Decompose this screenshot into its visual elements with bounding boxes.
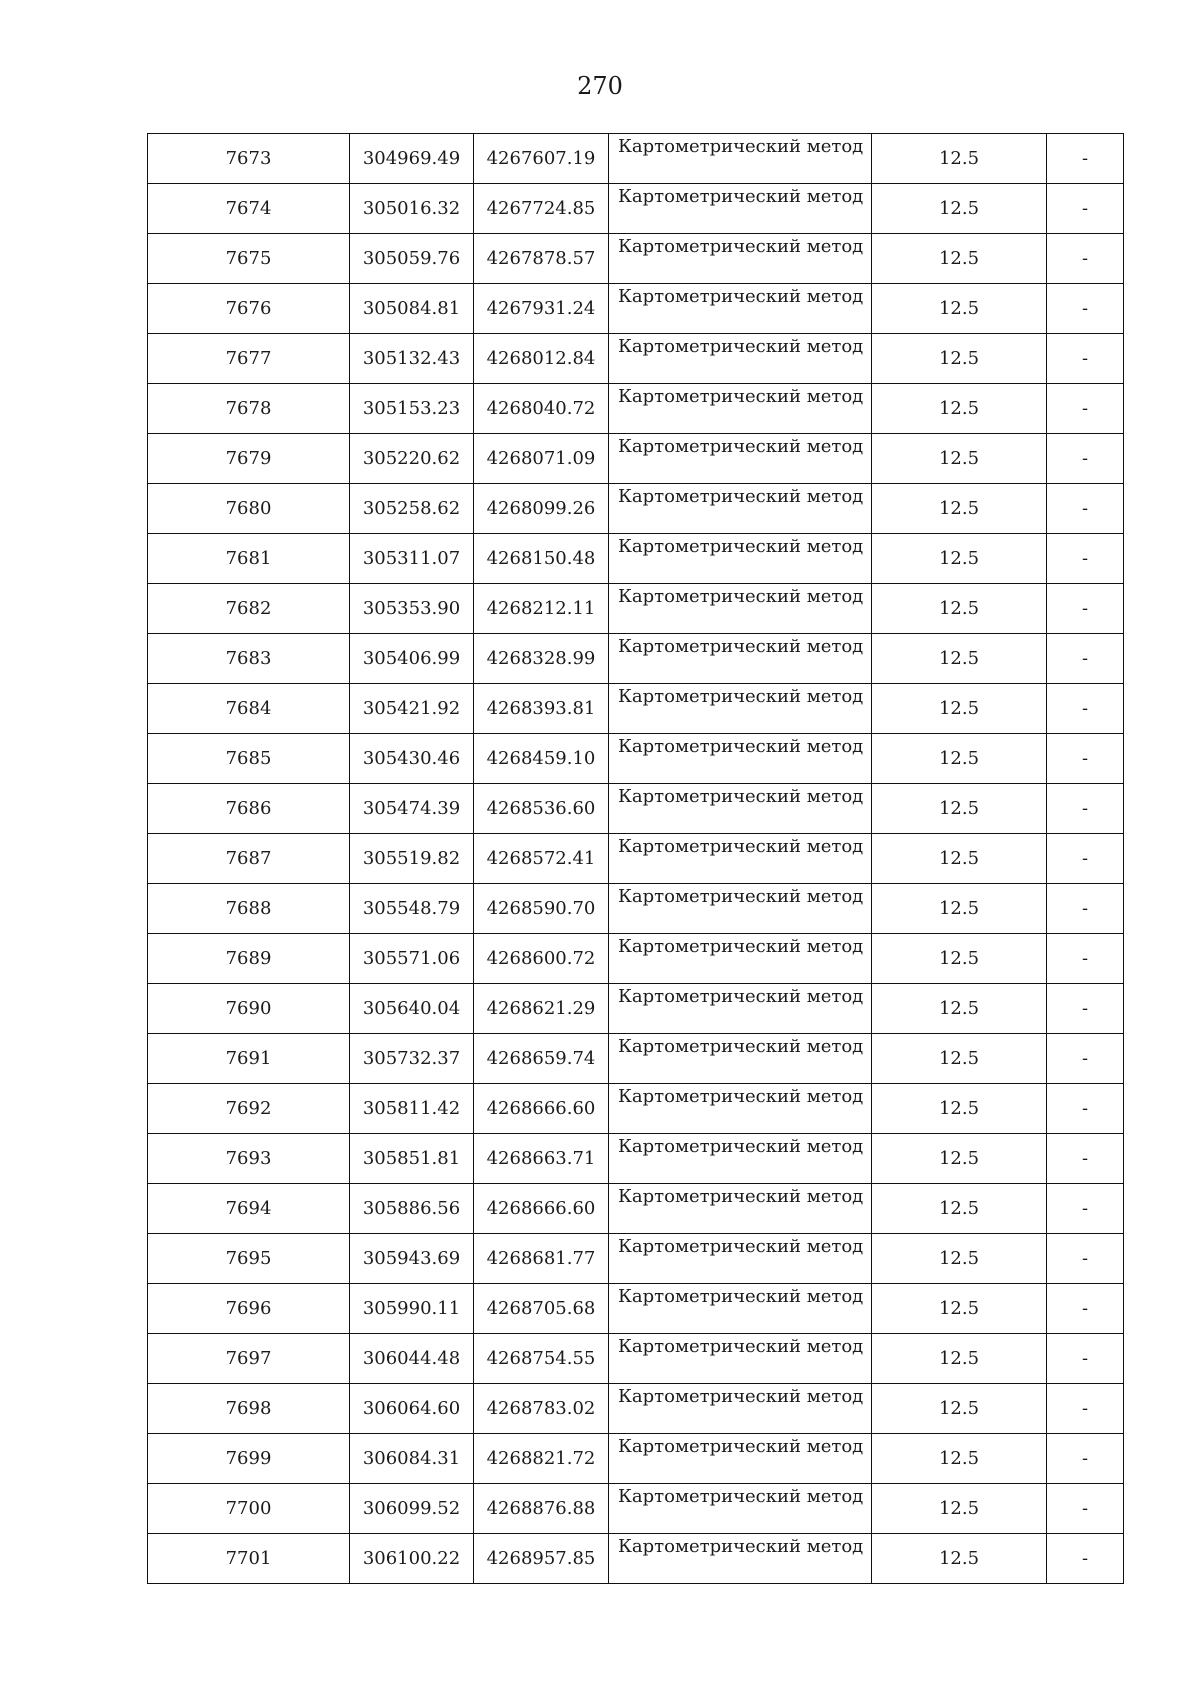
method-cell: Картометрический метод [609,1084,872,1134]
point-number-cell: 7673 [148,134,350,184]
method-cell: Картометрический метод [609,534,872,584]
table-row [148,834,1124,884]
y-coordinate-cell: 4268212.11 [474,584,609,634]
note-cell: - [1047,1034,1124,1084]
point-number-cell: 7682 [148,584,350,634]
point-number-cell: 7701 [148,1534,350,1584]
point-number-cell: 7697 [148,1334,350,1384]
table-row [148,384,1124,434]
table-row [148,1384,1124,1434]
table-row [148,1034,1124,1084]
point-number-cell: 7680 [148,484,350,534]
point-number-cell: 7675 [148,234,350,284]
note-cell: - [1047,434,1124,484]
x-coordinate-cell: 305258.62 [350,484,474,534]
note-cell: - [1047,584,1124,634]
note-cell: - [1047,1134,1124,1184]
note-cell: - [1047,1384,1124,1434]
point-number-cell: 7687 [148,834,350,884]
note-cell: - [1047,334,1124,384]
accuracy-cell: 12.5 [872,1084,1047,1134]
accuracy-cell: 12.5 [872,184,1047,234]
y-coordinate-cell: 4268666.60 [474,1184,609,1234]
accuracy-cell: 12.5 [872,684,1047,734]
y-coordinate-cell: 4267931.24 [474,284,609,334]
y-coordinate-cell: 4268666.60 [474,1084,609,1134]
point-number-cell: 7690 [148,984,350,1034]
y-coordinate-cell: 4268600.72 [474,934,609,984]
method-cell: Картометрический метод [609,1534,872,1584]
table-row [148,984,1124,1034]
accuracy-cell: 12.5 [872,884,1047,934]
method-cell: Картометрический метод [609,984,872,1034]
y-coordinate-cell: 4268393.81 [474,684,609,734]
accuracy-cell: 12.5 [872,734,1047,784]
method-cell: Картометрический метод [609,1134,872,1184]
method-cell: Картометрический метод [609,1284,872,1334]
point-number-cell: 7696 [148,1284,350,1334]
x-coordinate-cell: 305548.79 [350,884,474,934]
method-cell: Картометрический метод [609,134,872,184]
note-cell: - [1047,884,1124,934]
y-coordinate-cell: 4268459.10 [474,734,609,784]
method-cell: Картометрический метод [609,834,872,884]
table-row [148,784,1124,834]
point-number-cell: 7678 [148,384,350,434]
point-number-cell: 7694 [148,1184,350,1234]
point-number-cell: 7674 [148,184,350,234]
method-cell: Картометрический метод [609,184,872,234]
note-cell: - [1047,834,1124,884]
method-cell: Картометрический метод [609,584,872,634]
x-coordinate-cell: 305016.32 [350,184,474,234]
method-cell: Картометрический метод [609,1484,872,1534]
accuracy-cell: 12.5 [872,1034,1047,1084]
x-coordinate-cell: 305886.56 [350,1184,474,1234]
y-coordinate-cell: 4267607.19 [474,134,609,184]
y-coordinate-cell: 4268754.55 [474,1334,609,1384]
y-coordinate-cell: 4268783.02 [474,1384,609,1434]
table-row [148,484,1124,534]
table-row [148,234,1124,284]
x-coordinate-cell: 305132.43 [350,334,474,384]
point-number-cell: 7692 [148,1084,350,1134]
accuracy-cell: 12.5 [872,1534,1047,1584]
x-coordinate-cell: 305732.37 [350,1034,474,1084]
accuracy-cell: 12.5 [872,1384,1047,1434]
y-coordinate-cell: 4268681.77 [474,1234,609,1284]
y-coordinate-cell: 4268659.74 [474,1034,609,1084]
accuracy-cell: 12.5 [872,984,1047,1034]
method-cell: Картометрический метод [609,484,872,534]
accuracy-cell: 12.5 [872,1184,1047,1234]
x-coordinate-cell: 305220.62 [350,434,474,484]
x-coordinate-cell: 305353.90 [350,584,474,634]
x-coordinate-cell: 306044.48 [350,1334,474,1384]
note-cell: - [1047,1484,1124,1534]
table-row [148,1484,1124,1534]
x-coordinate-cell: 305059.76 [350,234,474,284]
accuracy-cell: 12.5 [872,634,1047,684]
x-coordinate-cell: 305084.81 [350,284,474,334]
y-coordinate-cell: 4268071.09 [474,434,609,484]
accuracy-cell: 12.5 [872,134,1047,184]
note-cell: - [1047,234,1124,284]
note-cell: - [1047,734,1124,784]
note-cell: - [1047,484,1124,534]
x-coordinate-cell: 306084.31 [350,1434,474,1484]
accuracy-cell: 12.5 [872,284,1047,334]
coordinates-table [147,133,1124,1584]
y-coordinate-cell: 4268150.48 [474,534,609,584]
accuracy-cell: 12.5 [872,384,1047,434]
table-row [148,534,1124,584]
y-coordinate-cell: 4268957.85 [474,1534,609,1584]
method-cell: Картометрический метод [609,1034,872,1084]
x-coordinate-cell: 304969.49 [350,134,474,184]
point-number-cell: 7685 [148,734,350,784]
method-cell: Картометрический метод [609,284,872,334]
y-coordinate-cell: 4268536.60 [474,784,609,834]
table-row [148,634,1124,684]
note-cell: - [1047,384,1124,434]
note-cell: - [1047,1534,1124,1584]
table-row [148,184,1124,234]
point-number-cell: 7695 [148,1234,350,1284]
y-coordinate-cell: 4268876.88 [474,1484,609,1534]
note-cell: - [1047,1084,1124,1134]
accuracy-cell: 12.5 [872,934,1047,984]
table-row [148,684,1124,734]
x-coordinate-cell: 306099.52 [350,1484,474,1534]
y-coordinate-cell: 4268621.29 [474,984,609,1034]
x-coordinate-cell: 305311.07 [350,534,474,584]
accuracy-cell: 12.5 [872,1134,1047,1184]
note-cell: - [1047,784,1124,834]
method-cell: Картометрический метод [609,734,872,784]
table-body [148,134,1124,1584]
method-cell: Картометрический метод [609,684,872,734]
accuracy-cell: 12.5 [872,1434,1047,1484]
point-number-cell: 7677 [148,334,350,384]
x-coordinate-cell: 305430.46 [350,734,474,784]
method-cell: Картометрический метод [609,784,872,834]
accuracy-cell: 12.5 [872,1484,1047,1534]
point-number-cell: 7688 [148,884,350,934]
point-number-cell: 7681 [148,534,350,584]
y-coordinate-cell: 4268040.72 [474,384,609,434]
x-coordinate-cell: 305519.82 [350,834,474,884]
accuracy-cell: 12.5 [872,484,1047,534]
x-coordinate-cell: 306100.22 [350,1534,474,1584]
method-cell: Картометрический метод [609,434,872,484]
y-coordinate-cell: 4267724.85 [474,184,609,234]
x-coordinate-cell: 305640.04 [350,984,474,1034]
point-number-cell: 7693 [148,1134,350,1184]
method-cell: Картометрический метод [609,1334,872,1384]
method-cell: Картометрический метод [609,634,872,684]
point-number-cell: 7689 [148,934,350,984]
note-cell: - [1047,1284,1124,1334]
x-coordinate-cell: 305421.92 [350,684,474,734]
note-cell: - [1047,984,1124,1034]
table-row [148,884,1124,934]
method-cell: Картометрический метод [609,1384,872,1434]
x-coordinate-cell: 305406.99 [350,634,474,684]
note-cell: - [1047,934,1124,984]
accuracy-cell: 12.5 [872,834,1047,884]
x-coordinate-cell: 305153.23 [350,384,474,434]
note-cell: - [1047,1234,1124,1284]
table-row [148,434,1124,484]
table-row [148,1534,1124,1584]
y-coordinate-cell: 4268590.70 [474,884,609,934]
table-row [148,584,1124,634]
x-coordinate-cell: 305851.81 [350,1134,474,1184]
method-cell: Картометрический метод [609,384,872,434]
method-cell: Картометрический метод [609,1234,872,1284]
method-cell: Картометрический метод [609,884,872,934]
table-row [148,334,1124,384]
note-cell: - [1047,284,1124,334]
table-row [148,934,1124,984]
accuracy-cell: 12.5 [872,234,1047,284]
point-number-cell: 7698 [148,1384,350,1434]
note-cell: - [1047,1334,1124,1384]
table-row [148,1234,1124,1284]
point-number-cell: 7684 [148,684,350,734]
method-cell: Картометрический метод [609,1434,872,1484]
point-number-cell: 7699 [148,1434,350,1484]
note-cell: - [1047,634,1124,684]
method-cell: Картометрический метод [609,234,872,284]
method-cell: Картометрический метод [609,334,872,384]
point-number-cell: 7691 [148,1034,350,1084]
accuracy-cell: 12.5 [872,1234,1047,1284]
y-coordinate-cell: 4268705.68 [474,1284,609,1334]
method-cell: Картометрический метод [609,934,872,984]
table-row [148,1434,1124,1484]
y-coordinate-cell: 4268328.99 [474,634,609,684]
accuracy-cell: 12.5 [872,534,1047,584]
point-number-cell: 7676 [148,284,350,334]
note-cell: - [1047,134,1124,184]
y-coordinate-cell: 4268012.84 [474,334,609,384]
table-row [148,734,1124,784]
x-coordinate-cell: 305571.06 [350,934,474,984]
accuracy-cell: 12.5 [872,334,1047,384]
table-row [148,134,1124,184]
accuracy-cell: 12.5 [872,584,1047,634]
point-number-cell: 7679 [148,434,350,484]
y-coordinate-cell: 4268099.26 [474,484,609,534]
accuracy-cell: 12.5 [872,434,1047,484]
note-cell: - [1047,534,1124,584]
x-coordinate-cell: 305811.42 [350,1084,474,1134]
page-number: 270 [577,72,623,100]
y-coordinate-cell: 4268663.71 [474,1134,609,1184]
table-row [148,284,1124,334]
accuracy-cell: 12.5 [872,784,1047,834]
table-row [148,1084,1124,1134]
table-row [148,1284,1124,1334]
x-coordinate-cell: 305943.69 [350,1234,474,1284]
x-coordinate-cell: 306064.60 [350,1384,474,1434]
note-cell: - [1047,684,1124,734]
note-cell: - [1047,1434,1124,1484]
accuracy-cell: 12.5 [872,1334,1047,1384]
point-number-cell: 7700 [148,1484,350,1534]
table-row [148,1134,1124,1184]
note-cell: - [1047,184,1124,234]
y-coordinate-cell: 4267878.57 [474,234,609,284]
y-coordinate-cell: 4268572.41 [474,834,609,884]
method-cell: Картометрический метод [609,1184,872,1234]
x-coordinate-cell: 305474.39 [350,784,474,834]
table-row [148,1334,1124,1384]
accuracy-cell: 12.5 [872,1284,1047,1334]
y-coordinate-cell: 4268821.72 [474,1434,609,1484]
x-coordinate-cell: 305990.11 [350,1284,474,1334]
point-number-cell: 7683 [148,634,350,684]
point-number-cell: 7686 [148,784,350,834]
table-row [148,1184,1124,1234]
note-cell: - [1047,1184,1124,1234]
